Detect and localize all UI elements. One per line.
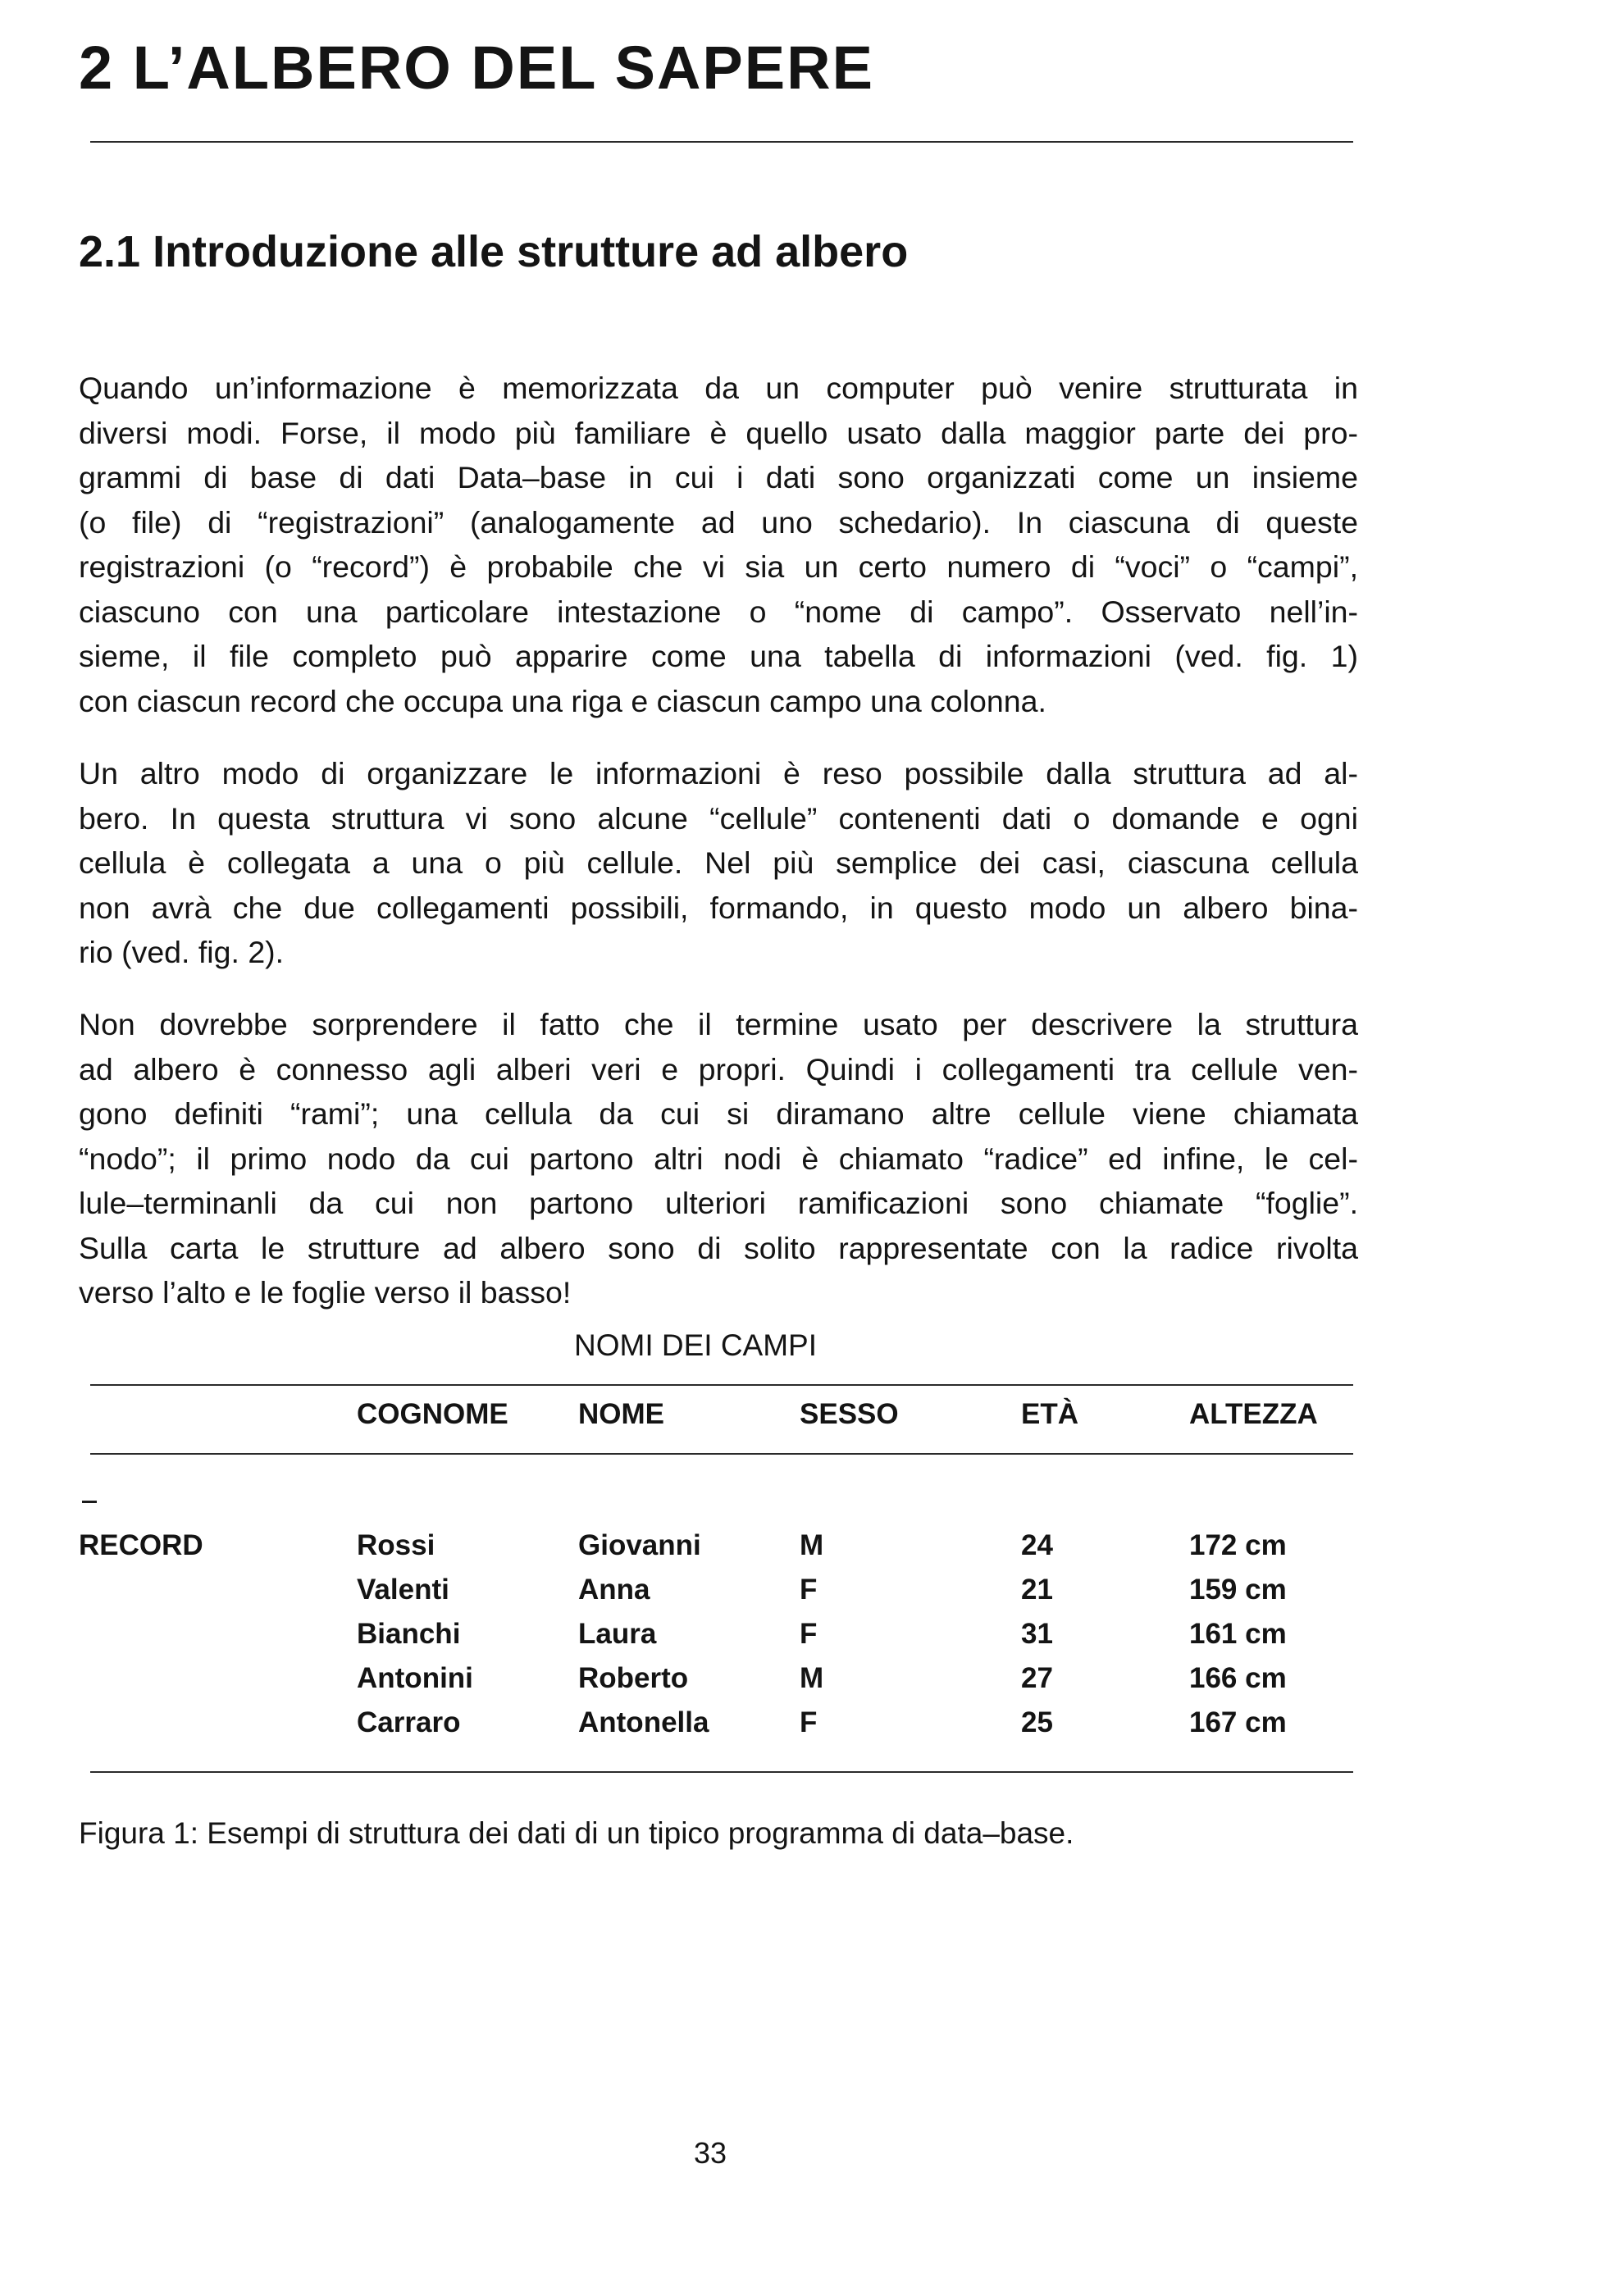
cell-sesso: M bbox=[800, 1662, 824, 1694]
cell-altezza: 166 cm bbox=[1189, 1662, 1287, 1694]
column-header-nome: NOME bbox=[578, 1398, 664, 1430]
record-label: RECORD bbox=[79, 1529, 203, 1561]
cell-eta: 24 bbox=[1021, 1529, 1053, 1561]
cell-sesso: F bbox=[800, 1574, 818, 1606]
paragraph-3 bbox=[79, 1002, 1358, 1315]
cell-cognome: Bianchi bbox=[357, 1618, 461, 1650]
cell-cognome: Valenti bbox=[357, 1574, 449, 1606]
cell-nome: Anna bbox=[578, 1574, 650, 1606]
column-header-sesso: SESSO bbox=[800, 1398, 899, 1430]
cell-cognome: Carraro bbox=[357, 1706, 461, 1738]
cell-altezza: 159 cm bbox=[1189, 1574, 1287, 1606]
text-line: non avrà che due collegamenti possibili, formando, in questo modo un albero bina- bbox=[79, 890, 1358, 925]
text-line: con ciascun record che occupa una riga e ciascun campo una colonna. bbox=[79, 683, 1046, 718]
page-number: 33 bbox=[694, 2136, 727, 2170]
figure-heading: NOMI DEI CAMPI bbox=[574, 1328, 818, 1362]
cell-nome: Laura bbox=[578, 1618, 657, 1650]
record-dash bbox=[82, 1501, 97, 1503]
text-line: Sulla carta le strutture ad albero sono di solito rappresentate con la radice rivolta bbox=[79, 1230, 1358, 1265]
text-line: lule–terminanli da cui non partono ulteriori ramificazioni sono chiamate “foglie”. bbox=[79, 1186, 1358, 1220]
cell-nome: Roberto bbox=[578, 1662, 689, 1694]
figure-caption: Figura 1: Esempi di struttura dei dati di un tipico programma di data–base. bbox=[79, 1816, 1074, 1850]
chapter-divider bbox=[90, 141, 1353, 143]
cell-altezza: 161 cm bbox=[1189, 1618, 1287, 1650]
table-header-rule bbox=[90, 1453, 1353, 1455]
paragraph-2 bbox=[79, 751, 1358, 975]
text-line: Quando un’informazione è memorizzata da un computer può venire strutturata in bbox=[79, 371, 1358, 405]
column-header-eta: ETÀ bbox=[1021, 1398, 1078, 1430]
cell-eta: 21 bbox=[1021, 1574, 1053, 1606]
text-line: ad albero è connesso agli alberi veri e propri. Quindi i collegamenti tra cellule ven- bbox=[79, 1051, 1358, 1086]
cell-sesso: F bbox=[800, 1618, 818, 1650]
cell-cognome: Rossi bbox=[357, 1529, 435, 1561]
cell-eta: 25 bbox=[1021, 1706, 1053, 1738]
text-line: diversi modi. Forse, il modo più familiare è quello usato dalla maggior parte dei pro- bbox=[79, 415, 1358, 450]
table-bottom-rule bbox=[90, 1771, 1353, 1773]
cell-sesso: M bbox=[800, 1529, 824, 1561]
cell-sesso: F bbox=[800, 1706, 818, 1738]
section-title: 2.1 Introduzione alle strutture ad albero bbox=[79, 227, 909, 276]
cell-cognome: Antonini bbox=[357, 1662, 473, 1694]
table-top-rule bbox=[90, 1384, 1353, 1386]
text-line: grammi di base di dati Data–base in cui i dati sono organizzati come un insieme bbox=[79, 460, 1358, 494]
column-header-cognome: COGNOME bbox=[357, 1398, 508, 1430]
text-line: registrazioni (o “record”) è probabile che vi sia un certo numero di “voci” o “campi”, bbox=[79, 549, 1358, 584]
cell-nome: Giovanni bbox=[578, 1529, 701, 1561]
text-line: Non dovrebbe sorprendere il fatto che il termine usato per descrivere la struttura bbox=[79, 1007, 1358, 1041]
paragraph-1 bbox=[79, 366, 1358, 723]
text-line: verso l’alto e le foglie verso il basso! bbox=[79, 1275, 572, 1310]
chapter-title: 2 L’ALBERO DEL SAPERE bbox=[79, 34, 874, 102]
column-header-altezza: ALTEZZA bbox=[1189, 1398, 1318, 1430]
text-line: rio (ved. fig. 2). bbox=[79, 935, 285, 969]
text-line: ciascuno con una particolare intestazione o “nome di campo”. Osservato nell’in- bbox=[79, 594, 1358, 629]
text-line: (o file) di “registrazioni” (analogamente ad uno schedario). In ciascuna di queste bbox=[79, 504, 1358, 540]
cell-altezza: 172 cm bbox=[1189, 1529, 1287, 1561]
cell-altezza: 167 cm bbox=[1189, 1706, 1287, 1738]
text-line: bero. In questa struttura vi sono alcune “cellule” contenenti dati o domande e ogni bbox=[79, 800, 1358, 836]
cell-eta: 27 bbox=[1021, 1662, 1053, 1694]
text-line: sieme, il file completo può apparire come una tabella di informazioni (ved. fig. 1) bbox=[79, 639, 1358, 673]
text-line: cellula è collegata a una o più cellule. Nel più semplice dei casi, ciascuna cellula bbox=[79, 845, 1358, 880]
cell-eta: 31 bbox=[1021, 1618, 1053, 1650]
text-line: gono definiti “rami”; una cellula da cui si diramano altre cellule viene chiamata bbox=[79, 1096, 1358, 1131]
text-line: Un altro modo di organizzare le informazioni è reso possibile dalla struttura ad al- bbox=[79, 756, 1358, 790]
cell-nome: Antonella bbox=[578, 1706, 709, 1738]
text-line: “nodo”; il primo nodo da cui partono altri nodi è chiamato “radice” ed infine, le cel- bbox=[79, 1141, 1358, 1176]
